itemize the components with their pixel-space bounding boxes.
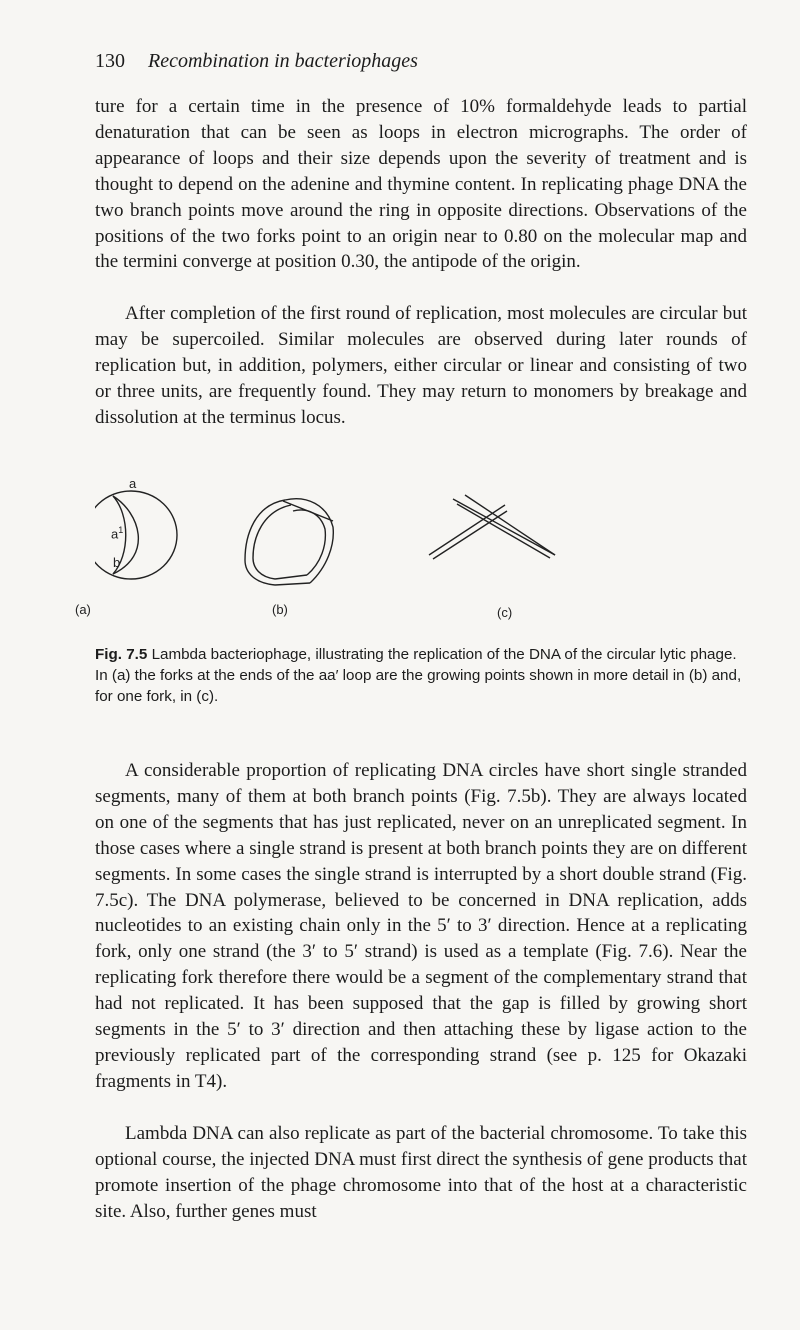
body-paragraph-1: ture for a certain time in the presence of 10% formaldehyde leads to partial denaturation that can be seen as loops in electron micrographs. The order of appearance of loops and their size depends upon the severity of treatment and is thought to depend on the adenine and thymine content. In replicating phage DNA the two branch points move around the ring in opposite directions. Observations of the positions of the two forks point to an origin near to 0.80 on the molecular map and the termini converge at position 0.30, the antipode of the origin.: [95, 96, 747, 273]
body-paragraph-4: Lambda DNA can also replicate as part of the bacterial chromosome. To take this optional course, the injected DNA must first direct the synthesis of gene products that promote insertion of the phage chromosome into that of the host at a characteristic site. Also, further genes must: [95, 1123, 747, 1222]
figure-caption-text: Lambda bacteriophage, illustrating the replication of the DNA of the circular lytic phage. In (a) the forks at the ends of the aa′ loop are the growing points shown in more detail in (b) and, for one fork, in (c).: [95, 646, 742, 705]
figure-7-5: [75, 455, 747, 625]
body-paragraph-2: After completion of the first round of replication, most molecules are circular but may be supercoiled. Similar molecules are observed during later rounds of replication but, in addition, polymers, either circular or linear and consisting of two or three units, are frequently found. They may return to monomers by breakage and dissolution at the terminus locus.: [95, 303, 747, 428]
body-paragraph-3: A considerable proportion of replicating DNA circles have short single stranded segments, many of them at both branch points (Fig. 7.5b). They are always located on one of the segments that has just replicated, never on an unreplicated segment. In those cases where a single strand is present at both branch points they are on different segments. In some cases the single strand is interrupted by a short double strand (Fig. 7.5c). The DNA polymerase, believed to be concerned in DNA replication, adds nucleotides to an existing chain only in the 5′ to 3′ direction. Hence at a replicating fork, only one strand (the 3′ to 5′ strand) is used as a template (Fig. 7.6). Near the replicating fork therefore there would be a segment of the complementary strand that had not replicated. It has been supposed that the gap is filled by growing short segments in the 5′ to 3′ direction and then attaching these by ligase action to the previously replicated part of the corresponding strand (see p. 125 for Okazaki fragments in T4).: [95, 760, 747, 1092]
panel-label-a: (a): [75, 602, 91, 617]
label-a1: $a^1$: [111, 525, 124, 542]
panel-c-single-fork-diagram: [429, 495, 555, 559]
replication-diagram: [95, 455, 747, 625]
label-b: b: [113, 555, 121, 570]
running-title: Recombination in bacteriophages: [148, 50, 418, 72]
page-number: 130: [95, 50, 125, 72]
label-a: a: [129, 476, 137, 491]
panel-b-fork-diagram: [245, 499, 333, 585]
figure-number: Fig. 7.5: [95, 646, 148, 663]
panel-a-theta-diagram: [95, 491, 177, 579]
figure-caption: [95, 644, 747, 707]
panel-label-b: (b): [272, 602, 288, 617]
panel-label-c: (c): [497, 605, 513, 620]
running-header: [95, 50, 740, 78]
